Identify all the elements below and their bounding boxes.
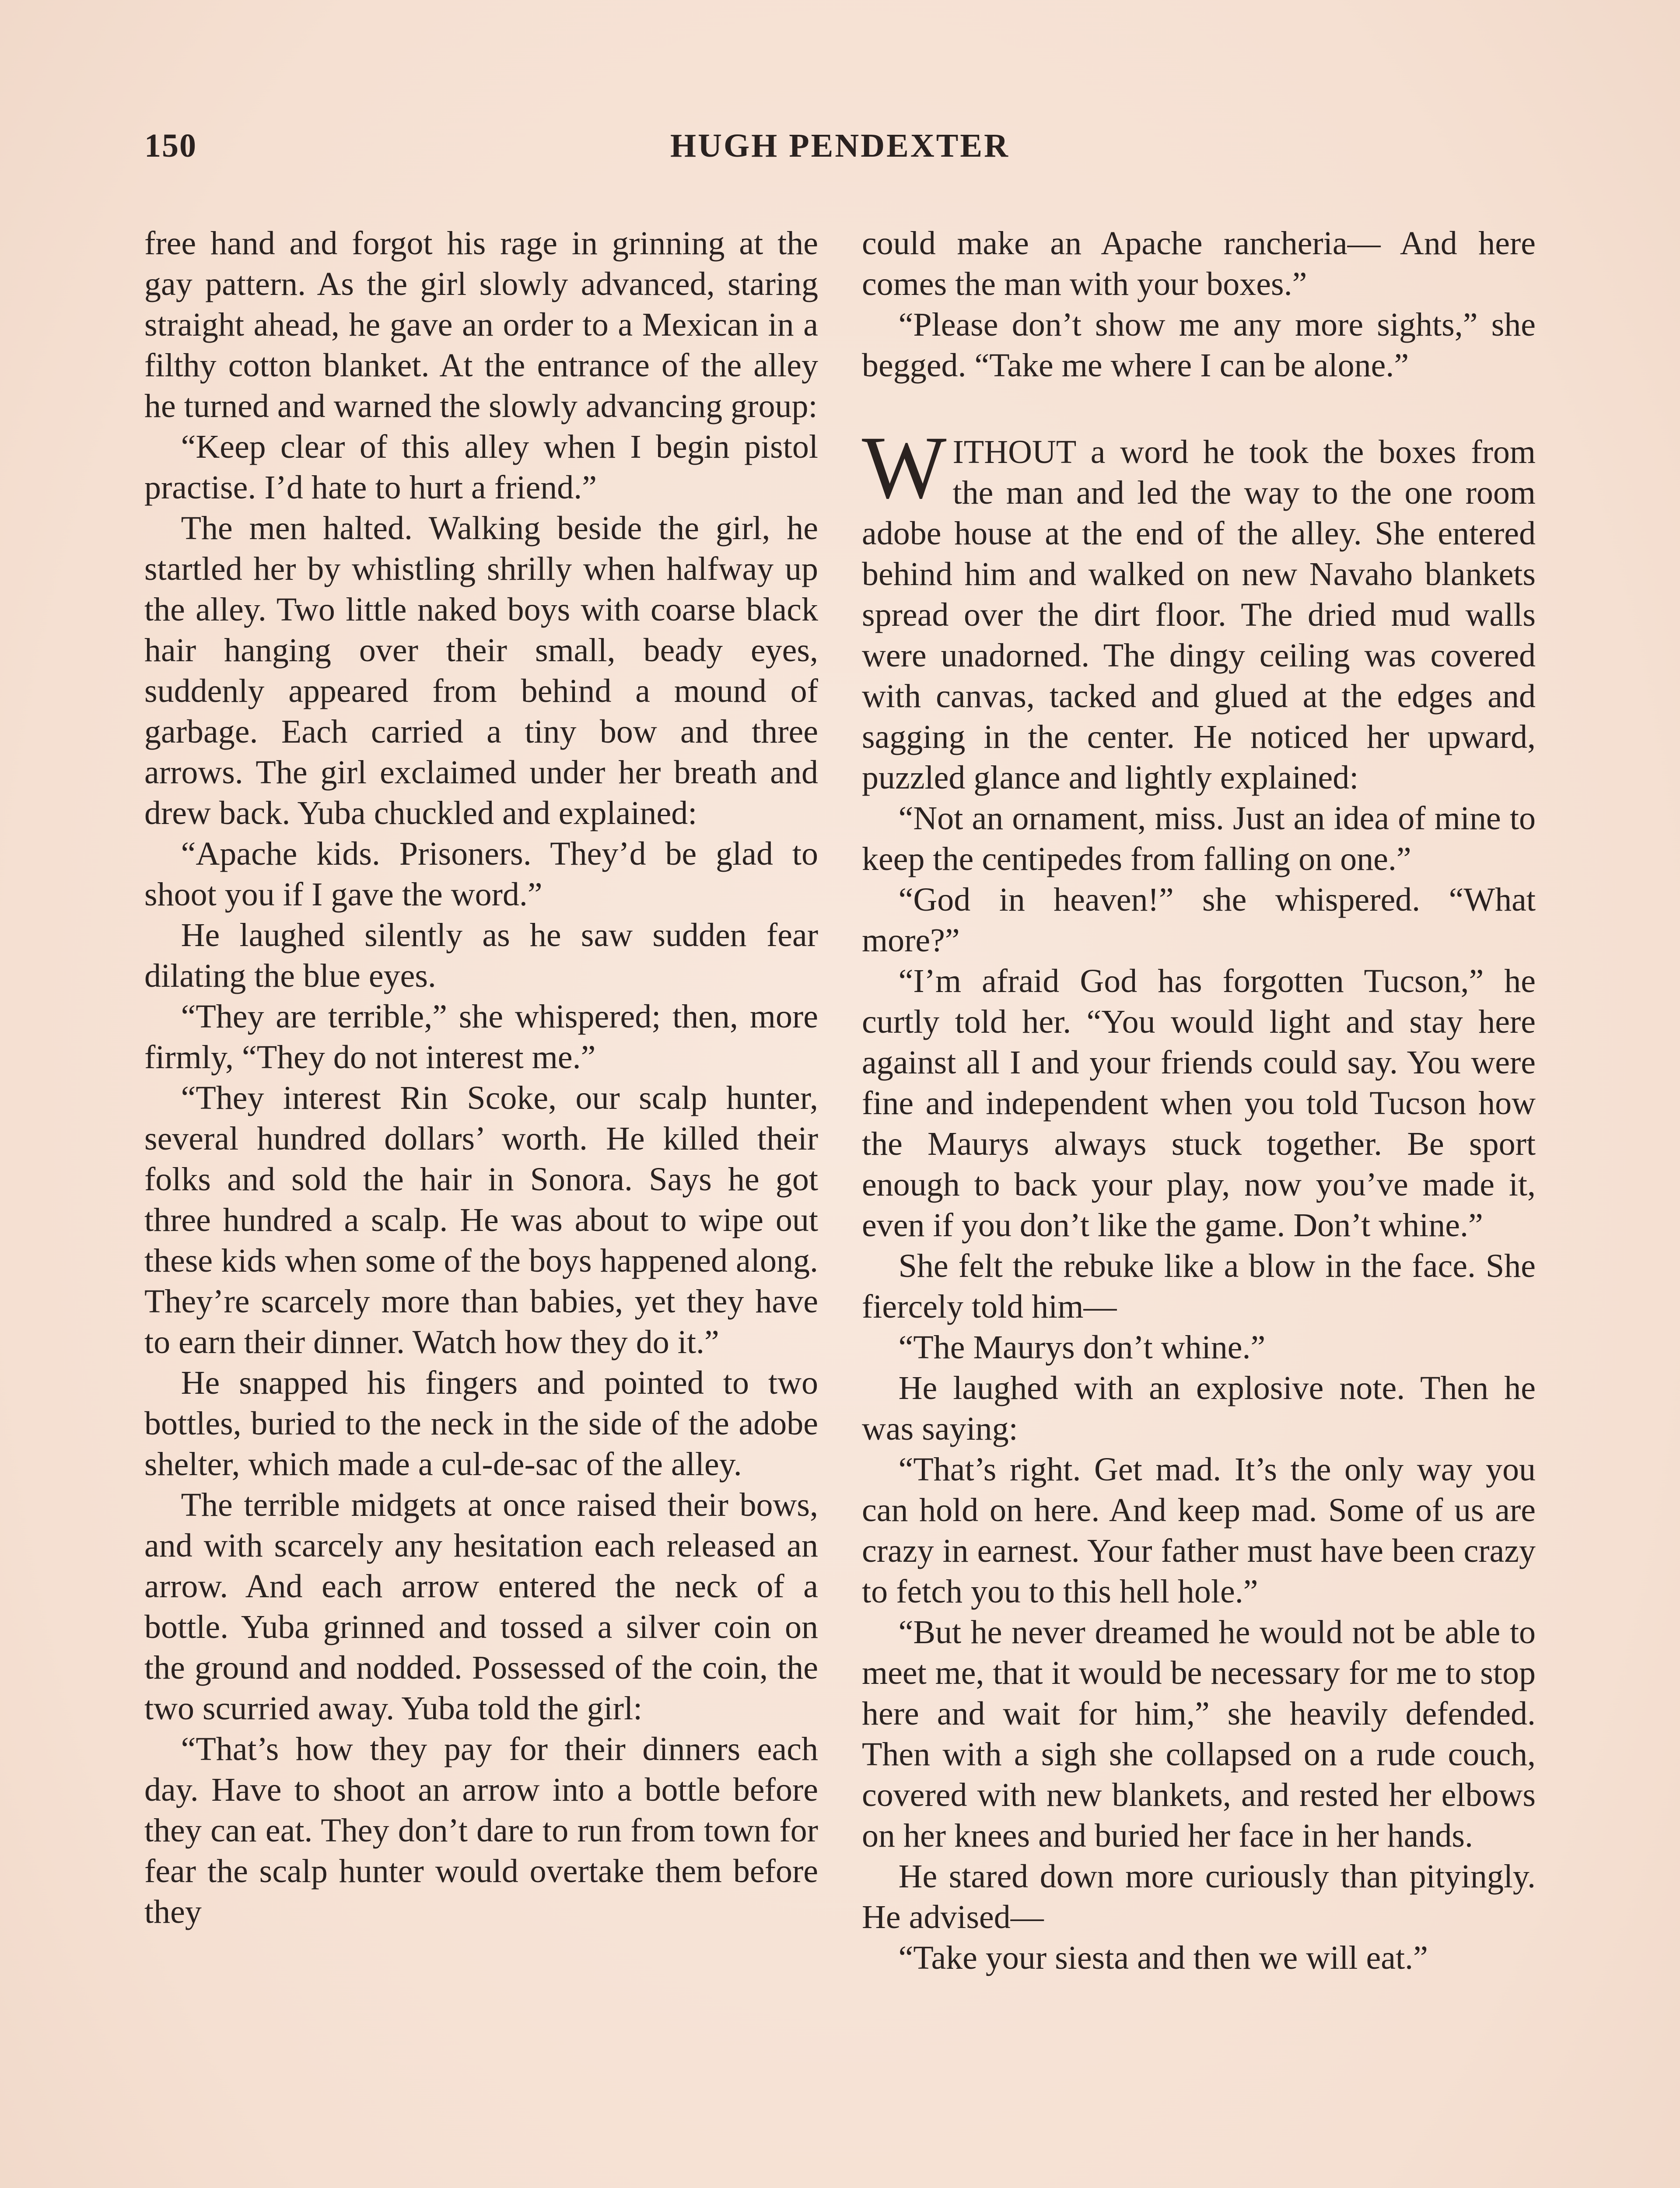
paragraph: “Apache kids. Prisoners. They’d be glad to shoot you if I gave the word.” <box>144 835 818 913</box>
section-lead-word: ITHOUT <box>952 434 1076 470</box>
running-head: HUGH PENDEXTER <box>670 127 1010 164</box>
paragraph: free hand and forgot his rage in grinning at the gay pattern. As the girl slowly advanced, staring straight ahead, he gave an order to a Mexican in a filthy cotton blanket. At the entrance of the alley he turned and warned the slowly advancing group: <box>144 225 818 424</box>
paragraph: could make an Apache rancheria— And here comes the man with your boxes.” <box>862 225 1536 302</box>
drop-cap: W <box>862 418 947 517</box>
paragraph: He laughed silently as he saw sudden fear dilating the blue eyes. <box>144 917 818 994</box>
section-opening-paragraph <box>862 418 1536 798</box>
right-column <box>862 223 1536 1978</box>
paragraph: “Take your siesta and then we will eat.” <box>898 1939 1428 1976</box>
paragraph: “God in heaven!” she whispered. “What more?” <box>862 881 1536 959</box>
page-number: 150 <box>144 127 197 164</box>
paragraph: He snapped his fingers and pointed to two bottles, buried to the neck in the side of the adobe shelter, which made a cul-de-sac of the alley. <box>144 1364 818 1483</box>
paragraph: “Not an ornament, miss. Just an idea of mine to keep the centipedes from falling on one.” <box>862 800 1536 877</box>
paragraph: “That’s how they pay for their dinners each day. Have to shoot an arrow into a bottle before they can eat. They don’t dare to run from town for fear the scalp hunter would overtake them before they <box>144 1731 818 1930</box>
paragraph: He stared down more curiously than pityingly. He advised— <box>862 1858 1536 1936</box>
paragraph: “Keep clear of this alley when I begin pistol practise. I’d hate to hurt a friend.” <box>144 428 818 506</box>
paragraph: “The Maurys don’t whine.” <box>898 1329 1266 1366</box>
text-columns <box>144 223 1536 2188</box>
section-first-text: a word he took the boxes from the man and led the way to the one room adobe house at the end of the alley. She entered behind him and walked on new Navaho blankets spread over the dirt floor. The dried mud walls were unadorned. The dingy ceiling was covered with canvas, tacked and glued at the edges and sagging in the center. He noticed her upward, puzzled glance and lightly explained: <box>862 434 1536 796</box>
paragraph: “That’s right. Get mad. It’s the only way you can hold on here. And keep mad. Some of us are crazy in earnest. Your father must have been crazy to fetch you to this hell hole.” <box>862 1451 1536 1610</box>
page-header <box>144 127 1536 188</box>
paragraph: He laughed with an explosive note. Then he was saying: <box>862 1370 1536 1447</box>
paragraph: “They interest Rin Scoke, our scalp hunter, several hundred dollars’ worth. He killed their folks and sold the hair in Sonora. Says he got three hundred a scalp. He was about to wipe out these kids when some of the boys happened along. They’re scarcely more than babies, yet they have to earn their dinner. Watch how they do it.” <box>144 1080 818 1360</box>
paragraph: “I’m afraid God has forgotten Tucson,” he curtly told her. “You would light and stay here against all I and your friends could say. You were fine and independent when you told Tucson how the Maurys always stuck together. Be sport enough to back your play, now you’ve made it, even if you don’t like the game. Don’t whine.” <box>862 963 1536 1244</box>
paragraph: “They are terrible,” she whispered; then, more firmly, “They do not interest me.” <box>144 998 818 1076</box>
paragraph: The men halted. Walking beside the girl, he startled her by whistling shrilly when halfway up the alley. Two little naked boys with coarse black hair hanging over their small, beady eyes, suddenly appeared from behind a mound of garbage. Each carried a tiny bow and three arrows. The girl exclaimed under her breath and drew back. Yuba chuckled and explained: <box>144 510 818 831</box>
paragraph: “Please don’t show me any more sights,” she begged. “Take me where I can be alone.” <box>862 306 1536 384</box>
left-column <box>144 223 818 1932</box>
paragraph: The terrible midgets at once raised their bows, and with scarcely any hesitation each released an arrow. And each arrow entered the neck of a bottle. Yuba grinned and tossed a silver coin on the ground and nodded. Possessed of the coin, the two scurried away. Yuba told the girl: <box>144 1487 818 1727</box>
paragraph: “But he never dreamed he would not be able to meet me, that it would be necessary for me to stop here and wait for him,” she heavily defended. Then with a sigh she collapsed on a rude couch, covered with new blankets, and rested her elbows on her knees and buried her face in her hands. <box>862 1614 1536 1854</box>
paragraph: She felt the rebuke like a blow in the face. She fiercely told him— <box>862 1248 1536 1325</box>
